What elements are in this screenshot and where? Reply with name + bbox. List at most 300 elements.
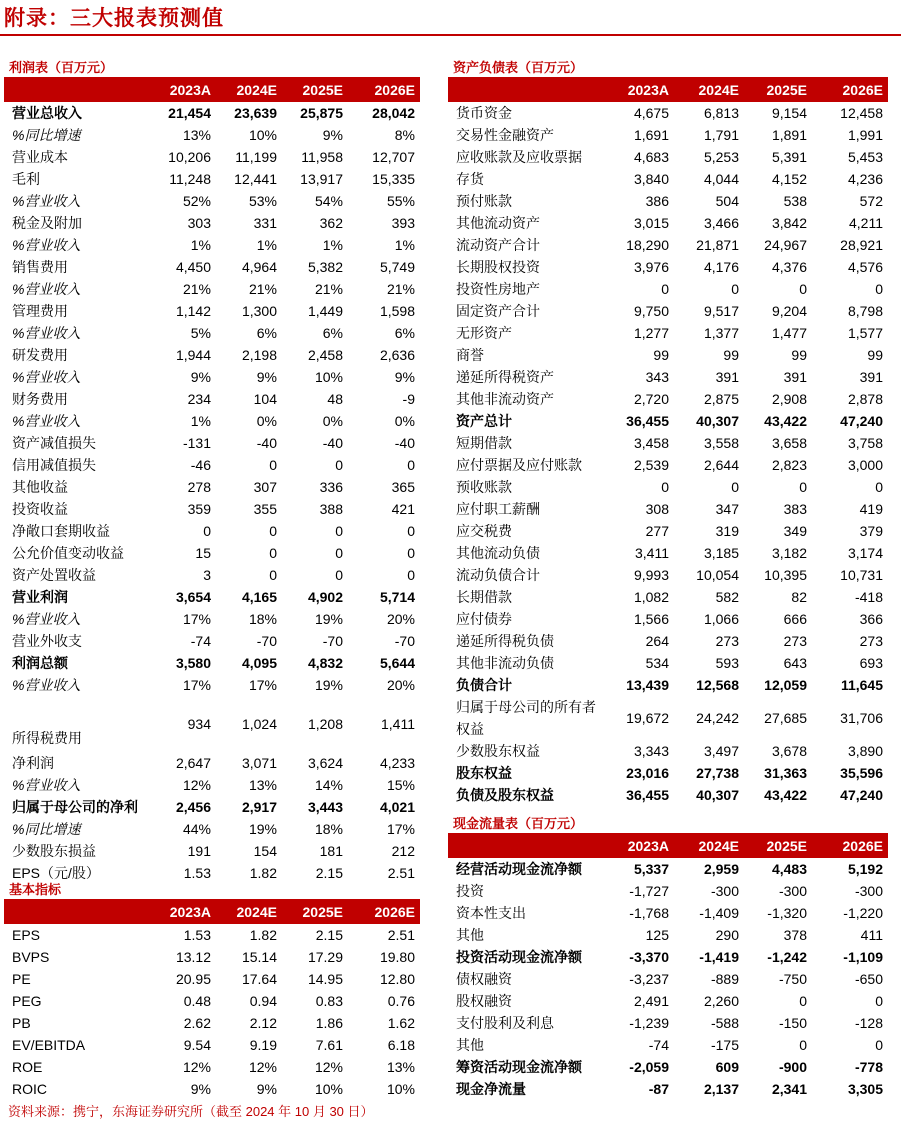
row-value: 11,199 — [235, 149, 277, 165]
row-value: 2,908 — [771, 391, 807, 407]
table-row — [448, 880, 888, 902]
row-value: 362 — [319, 215, 343, 231]
row-value: 4,236 — [847, 171, 883, 187]
table-row — [4, 498, 420, 520]
row-value: -889 — [710, 971, 739, 987]
table-row — [4, 946, 420, 968]
row-value: 0% — [322, 413, 343, 429]
row-value: -1,220 — [843, 905, 883, 921]
row-value: 9,154 — [771, 105, 807, 121]
row-label: 税金及附加 — [12, 215, 82, 231]
income-statement-title: 利润表（百万元） — [4, 59, 420, 78]
row-label: 流动负债合计 — [456, 567, 540, 583]
row-value: 1,944 — [175, 347, 211, 363]
row-value: 419 — [859, 501, 883, 517]
row-value: 12,707 — [372, 149, 415, 165]
row-value: 4,095 — [241, 655, 277, 671]
table-row — [448, 740, 888, 762]
table-row — [4, 968, 420, 990]
row-label: 固定资产合计 — [456, 303, 540, 319]
row-value: 13,439 — [626, 677, 669, 693]
row-value: 0 — [407, 523, 415, 539]
row-label: 交易性金融资产 — [456, 127, 554, 143]
table-row — [448, 858, 888, 880]
row-label: 资产减值损失 — [12, 435, 96, 451]
row-value: 1,566 — [633, 611, 669, 627]
year-header: 2024E — [674, 78, 744, 102]
cashflow-table — [448, 834, 888, 1100]
row-value: 52% — [182, 193, 211, 209]
row-value: -150 — [778, 1015, 807, 1031]
income-statement-table — [4, 78, 420, 884]
row-value: 8% — [394, 127, 415, 143]
table-row — [4, 674, 420, 696]
row-value: 349 — [783, 523, 807, 539]
row-value: 99 — [791, 347, 807, 363]
row-value: 0 — [875, 1037, 883, 1053]
row-value: 1,891 — [771, 127, 807, 143]
row-value: 17.29 — [307, 949, 343, 965]
row-value: -1,109 — [843, 949, 883, 965]
table-row — [4, 630, 420, 652]
row-value: 273 — [715, 633, 739, 649]
row-value: 54% — [314, 193, 343, 209]
table-row — [4, 300, 420, 322]
row-value: 347 — [715, 501, 739, 517]
row-value: 1,477 — [771, 325, 807, 341]
row-value: 9% — [190, 369, 211, 385]
row-value: 1,449 — [307, 303, 343, 319]
row-value: 5% — [190, 325, 211, 341]
row-value: 8,798 — [847, 303, 883, 319]
table-row — [448, 322, 888, 344]
row-value: 6% — [322, 325, 343, 341]
table-header-row — [448, 834, 888, 858]
row-value: 13.12 — [175, 949, 211, 965]
row-value: 4,176 — [703, 259, 739, 275]
row-value: 3,305 — [847, 1081, 883, 1097]
row-value: 3,654 — [175, 589, 211, 605]
row-value: 0 — [269, 523, 277, 539]
table-row — [448, 366, 888, 388]
row-value: 3,182 — [771, 545, 807, 561]
table-row — [4, 124, 420, 146]
row-value: 307 — [253, 479, 277, 495]
year-header: 2023A — [150, 900, 216, 924]
row-value: 1,577 — [847, 325, 883, 341]
row-value: 11,248 — [169, 171, 211, 187]
row-value: 9% — [256, 1081, 277, 1097]
table-row — [4, 388, 420, 410]
row-value: 31,363 — [764, 765, 807, 781]
row-value: 0 — [731, 281, 739, 297]
row-label: 其他收益 — [12, 479, 68, 495]
row-value: 2,878 — [847, 391, 883, 407]
row-value: 1.53 — [183, 865, 211, 881]
year-header: 2026E — [812, 834, 888, 858]
row-label: 投资活动现金流净额 — [456, 949, 582, 965]
row-value: 21% — [386, 281, 415, 297]
row-value: 10% — [314, 1081, 343, 1097]
row-value: -70 — [256, 633, 277, 649]
row-value: 2.15 — [315, 927, 343, 943]
table-row — [4, 366, 420, 388]
table-header-row — [4, 78, 420, 102]
row-value: 3,443 — [307, 799, 343, 815]
row-value: -131 — [182, 435, 211, 451]
row-value: 10,395 — [764, 567, 807, 583]
row-value: 13% — [248, 777, 277, 793]
row-value: 9,993 — [633, 567, 669, 583]
row-label: 债权融资 — [456, 971, 512, 987]
row-value: 5,714 — [379, 589, 415, 605]
row-value: 379 — [859, 523, 883, 539]
table-header-row — [4, 900, 420, 924]
row-value: 4,832 — [307, 655, 343, 671]
row-value: 10% — [314, 369, 343, 385]
row-value: 1,991 — [847, 127, 883, 143]
row-value: 3,624 — [307, 755, 343, 771]
row-label: 净利润 — [12, 755, 54, 771]
row-value: -40 — [394, 435, 415, 451]
row-label: 递延所得税资产 — [456, 369, 554, 385]
row-value: 5,453 — [847, 149, 883, 165]
row-value: 43,422 — [764, 413, 807, 429]
row-label: BVPS — [12, 949, 50, 965]
row-value: 4,233 — [379, 755, 415, 771]
row-value: 1.82 — [249, 865, 277, 881]
table-row — [448, 146, 888, 168]
row-label: 财务费用 — [12, 391, 68, 407]
year-header: 2025E — [744, 834, 812, 858]
row-value: 17% — [182, 611, 211, 627]
row-value: 3 — [203, 567, 211, 583]
year-header: 2023A — [150, 78, 216, 102]
row-value: 303 — [187, 215, 211, 231]
row-value: 572 — [859, 193, 883, 209]
row-label: 应付债券 — [456, 611, 512, 627]
row-value: 17% — [248, 677, 277, 693]
row-value: 2,539 — [633, 457, 669, 473]
row-value: 18% — [314, 821, 343, 837]
table-row — [448, 990, 888, 1012]
row-value: 104 — [253, 391, 277, 407]
table-row — [448, 784, 888, 806]
table-row — [4, 454, 420, 476]
row-value: -1,409 — [699, 905, 739, 921]
row-value: 10,206 — [168, 149, 211, 165]
row-value: 99 — [653, 347, 669, 363]
row-value: 1,300 — [241, 303, 277, 319]
table-row — [4, 1034, 420, 1056]
table-row — [4, 410, 420, 432]
row-value: 23,016 — [626, 765, 669, 781]
row-value: 1.53 — [183, 927, 211, 943]
table-row — [448, 652, 888, 674]
row-value: 36,455 — [626, 787, 669, 803]
row-value: 43,422 — [764, 787, 807, 803]
row-value: 0 — [335, 457, 343, 473]
row-value: 0 — [407, 567, 415, 583]
row-value: 421 — [391, 501, 415, 517]
row-value: -74 — [190, 633, 211, 649]
row-label: 公允价值变动收益 — [12, 545, 124, 561]
row-value: 0 — [799, 993, 807, 1009]
row-value: 1,142 — [175, 303, 211, 319]
table-row — [4, 344, 420, 366]
row-value: 5,391 — [771, 149, 807, 165]
table-row — [4, 190, 420, 212]
row-value: 0 — [875, 993, 883, 1009]
row-value: 9,204 — [771, 303, 807, 319]
row-value: 2,917 — [241, 799, 277, 815]
year-header: 2025E — [282, 78, 348, 102]
row-value: 0 — [335, 523, 343, 539]
table-row — [448, 476, 888, 498]
row-label: ROE — [12, 1059, 43, 1075]
row-value: 2.51 — [387, 865, 415, 881]
title-rule — [0, 34, 901, 36]
row-value: 13,917 — [300, 171, 343, 187]
row-label: 投资收益 — [12, 501, 68, 517]
row-value: 44% — [182, 821, 211, 837]
row-value: 55% — [386, 193, 415, 209]
row-label: 商誉 — [456, 347, 484, 363]
row-label: %营业收入 — [12, 369, 81, 385]
table-row — [448, 234, 888, 256]
row-value: 365 — [391, 479, 415, 495]
table-row — [4, 1056, 420, 1078]
row-value: 5,749 — [379, 259, 415, 275]
row-label: %营业收入 — [12, 611, 81, 627]
row-value: 4,964 — [241, 259, 277, 275]
row-value: 0% — [256, 413, 277, 429]
indicators-section — [4, 881, 420, 1100]
row-value: 359 — [187, 501, 211, 517]
row-label: EPS（元/股） — [12, 865, 100, 881]
row-label: 少数股东权益 — [456, 743, 540, 759]
row-value: 0 — [661, 281, 669, 297]
row-value: 9,517 — [703, 303, 739, 319]
table-row — [448, 102, 888, 124]
row-label: 应付票据及应付账款 — [456, 457, 582, 473]
row-value: 1.86 — [315, 1015, 343, 1031]
year-header: 2026E — [348, 900, 420, 924]
row-value: 19% — [314, 611, 343, 627]
table-row — [448, 168, 888, 190]
row-value: 9% — [190, 1081, 211, 1097]
table-row — [448, 278, 888, 300]
row-value: 12% — [182, 1059, 211, 1075]
table-row — [448, 1034, 888, 1056]
row-value: 36,455 — [626, 413, 669, 429]
row-value: 3,842 — [771, 215, 807, 231]
row-value: 3,185 — [703, 545, 739, 561]
table-row — [4, 796, 420, 818]
table-row — [4, 476, 420, 498]
row-value: 2,341 — [771, 1081, 807, 1097]
row-value: 18% — [248, 611, 277, 627]
row-value: 12,568 — [696, 677, 739, 693]
row-value: -3,237 — [629, 971, 669, 987]
row-value: 331 — [253, 215, 277, 231]
balance-sheet-rows — [448, 102, 888, 806]
row-label: 毛利 — [12, 171, 40, 187]
row-label: 长期股权投资 — [456, 259, 540, 275]
row-value: 13% — [386, 1059, 415, 1075]
table-row — [4, 586, 420, 608]
row-value: 12,441 — [234, 171, 277, 187]
table-row — [448, 454, 888, 476]
row-value: 2,458 — [307, 347, 343, 363]
year-header: 2025E — [282, 900, 348, 924]
row-value: 17.64 — [241, 971, 277, 987]
row-value: 4,376 — [771, 259, 807, 275]
row-value: -40 — [256, 435, 277, 451]
row-value: 40,307 — [696, 787, 739, 803]
row-value: 14.95 — [307, 971, 343, 987]
row-value: 273 — [783, 633, 807, 649]
year-header: 2026E — [348, 78, 420, 102]
indicators-table — [4, 900, 420, 1100]
row-label: 无形资产 — [456, 325, 512, 341]
year-header: 2024E — [674, 834, 744, 858]
header-blank — [4, 900, 150, 924]
row-value: 28,921 — [840, 237, 883, 253]
row-value: 5,337 — [633, 861, 669, 877]
row-label: 股东权益 — [456, 765, 512, 781]
row-value: 386 — [645, 193, 669, 209]
year-header: 2024E — [216, 78, 282, 102]
row-label: 营业总收入 — [12, 105, 82, 121]
cashflow-title: 现金流量表（百万元） — [448, 815, 888, 834]
table-row — [448, 1012, 888, 1034]
row-value: 3,890 — [847, 743, 883, 759]
row-value: 12% — [314, 1059, 343, 1075]
row-value: 0 — [203, 523, 211, 539]
row-value: 23,639 — [234, 105, 277, 121]
table-row — [448, 630, 888, 652]
row-value: 31,706 — [840, 710, 883, 726]
row-label: 长期借款 — [456, 589, 512, 605]
row-value: -46 — [190, 457, 211, 473]
row-value: 15 — [195, 545, 211, 561]
row-value: 9% — [256, 369, 277, 385]
row-label: %营业收入 — [12, 677, 81, 693]
row-label: 归属于母公司的净利 — [12, 799, 138, 815]
row-value: 378 — [783, 927, 807, 943]
row-value: 1,598 — [379, 303, 415, 319]
row-value: 24,967 — [764, 237, 807, 253]
row-value: 2.12 — [249, 1015, 277, 1031]
table-row — [448, 1056, 888, 1078]
row-label: 其他流动负债 — [456, 545, 540, 561]
row-value: 0.76 — [387, 993, 415, 1009]
year-header: 2024E — [216, 900, 282, 924]
row-value: 2,647 — [175, 755, 211, 771]
row-value: 0 — [799, 281, 807, 297]
row-value: 1% — [322, 237, 343, 253]
balance-sheet-title: 资产负债表（百万元） — [448, 59, 888, 78]
indicators-rows — [4, 924, 420, 1100]
row-value: 4,021 — [379, 799, 415, 815]
row-value: 21,454 — [168, 105, 211, 121]
row-value: 1,024 — [241, 716, 277, 732]
row-label: 营业利润 — [12, 589, 68, 605]
table-row — [448, 1078, 888, 1100]
table-row — [448, 256, 888, 278]
row-value: -87 — [648, 1081, 669, 1097]
row-value: 3,458 — [633, 435, 669, 451]
row-value: 6,813 — [703, 105, 739, 121]
row-value: 3,411 — [635, 545, 669, 561]
row-value: -750 — [778, 971, 807, 987]
row-value: 643 — [783, 655, 807, 671]
row-label: 资产处置收益 — [12, 567, 96, 583]
year-header: 2026E — [812, 78, 888, 102]
table-row — [448, 432, 888, 454]
table-row — [448, 498, 888, 520]
row-value: 2,959 — [703, 861, 739, 877]
row-value: 391 — [783, 369, 807, 385]
row-value: 0 — [407, 545, 415, 561]
row-value: -300 — [778, 883, 807, 899]
row-value: 181 — [319, 843, 343, 859]
row-value: -70 — [394, 633, 415, 649]
row-value: 7.61 — [315, 1037, 343, 1053]
row-value: 1,277 — [633, 325, 669, 341]
row-value: 212 — [391, 843, 415, 859]
row-value: -418 — [854, 589, 883, 605]
row-value: 10,054 — [696, 567, 739, 583]
table-row — [4, 752, 420, 774]
row-value: 5,192 — [847, 861, 883, 877]
table-row — [4, 102, 420, 124]
row-value: 391 — [859, 369, 883, 385]
row-value: -175 — [710, 1037, 739, 1053]
row-label: 负债及股东权益 — [456, 787, 554, 803]
row-label: PB — [12, 1015, 31, 1031]
row-value: 47,240 — [840, 787, 883, 803]
row-value: 1,082 — [633, 589, 669, 605]
row-value: 3,000 — [847, 457, 883, 473]
row-value: 21% — [182, 281, 211, 297]
table-row — [4, 990, 420, 1012]
row-label: 预付账款 — [456, 193, 512, 209]
row-value: 3,976 — [633, 259, 669, 275]
table-row — [448, 344, 888, 366]
row-value: 6.18 — [387, 1037, 415, 1053]
row-value: 99 — [867, 347, 883, 363]
row-value: 27,738 — [696, 765, 739, 781]
row-value: 40,307 — [696, 413, 739, 429]
indicators-title: 基本指标 — [4, 881, 420, 900]
row-label: 营业成本 — [12, 149, 68, 165]
row-label: 经营活动现金流净额 — [456, 861, 582, 877]
row-value: 19% — [314, 677, 343, 693]
row-value: 19.80 — [379, 949, 415, 965]
table-row — [4, 608, 420, 630]
table-row — [448, 902, 888, 924]
row-value: 24,242 — [696, 710, 739, 726]
row-value: 3,840 — [633, 171, 669, 187]
table-row — [4, 520, 420, 542]
table-header-row — [448, 78, 888, 102]
row-value: 4,902 — [307, 589, 343, 605]
row-label: 预收账款 — [456, 479, 512, 495]
row-label: 少数股东损益 — [12, 843, 96, 859]
row-label: PE — [12, 971, 31, 987]
